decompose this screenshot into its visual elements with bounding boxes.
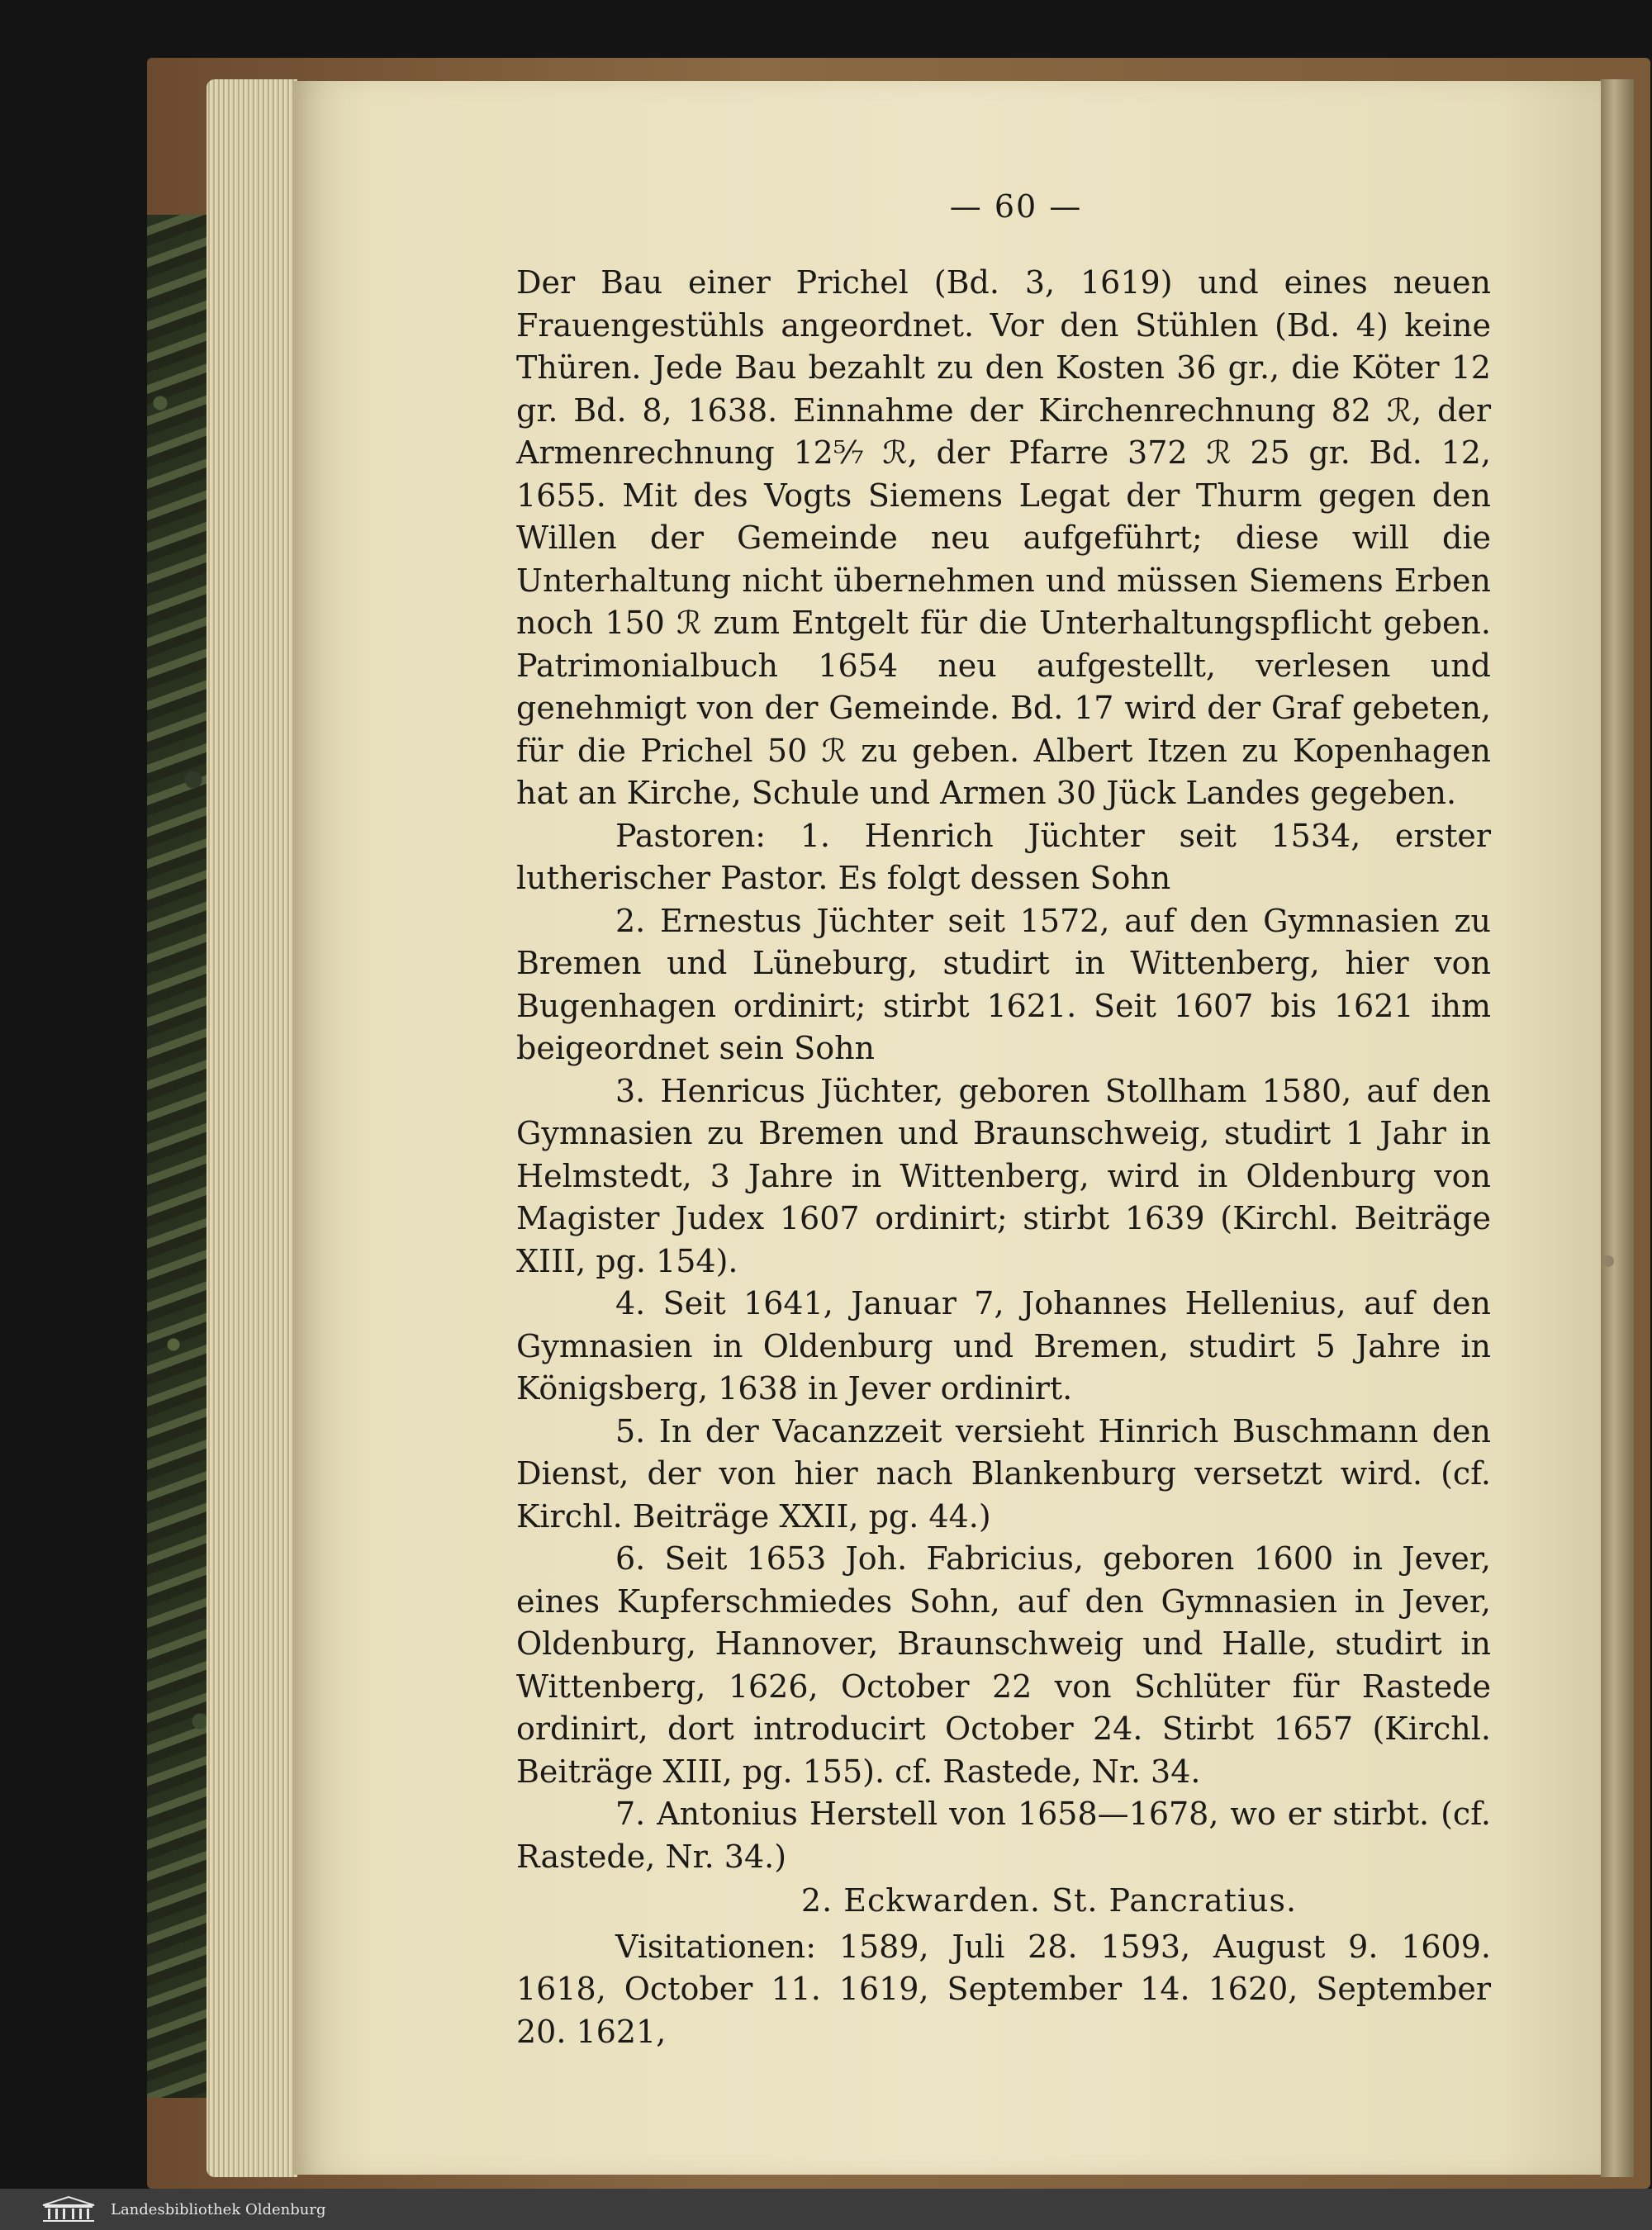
paragraph-visitations: Visitationen: 1589, Juli 28. 1593, August 9. 1609. 1618, October 11. 1619, September 14. 1620, September 20. 1621, <box>516 1928 1491 2050</box>
footer-bar <box>0 2189 1652 2230</box>
paragraph-intro: Der Bau einer Prichel (Bd. 3, 1619) und eines neuen Frauengestühls angeordnet. Vor den Stühlen (Bd. 4) keine Thüren. Jede Bau bezahlt zu den Kosten 36 gr., die Köter 12 gr. Bd. 8, 1638. Einnahme der Kirchenrechnung 82 ℛ︁, der Armenrechnung 12⁵⁄₇ ℛ︁, der Pfarre 372 ℛ︁ 25 gr. Bd. 12, 1655. Mit des Vogts Siemens Legat der Thurm gegen den Willen der Gemeinde neu aufgeführt; diese will die Unterhaltung nicht übernehmen und müssen Siemens Erben noch 150 ℛ︁ zum Entgelt für die Unterhaltungspflicht geben. Patrimonialbuch 1654 neu aufgestellt, verlesen und genehmigt von der Gemeinde. Bd. 17 wird der Graf gebeten, für die Prichel 50 ℛ︁ zu geben. Albert Itzen zu Kopenhagen hat an Kirche, Schule und Armen 30 Jück Landes gegeben. <box>516 264 1491 811</box>
paragraph-pastor-7: 7. Antonius Herstell von 1658—1678, wo er stirbt. (cf. Rastede, Nr. 34.) <box>516 1796 1491 1875</box>
page-number: — 60 — <box>949 188 1083 225</box>
marbled-cover-edge <box>147 215 213 2098</box>
paragraph-pastors: Pastoren: 1. Henrich Jüchter seit 1534, erster lutherischer Pastor. Es folgt dessen Sohn <box>516 817 1491 896</box>
paragraph-pastor-4: 4. Seit 1641, Januar 7, Johannes Hellenius, auf den Gymnasien in Oldenburg und Bremen, studirt 5 Jahre in Königsberg, 1638 in Jever ordinirt. <box>516 1285 1491 1407</box>
paragraph-pastor-3: 3. Henricus Jüchter, geboren Stollham 1580, auf den Gymnasien zu Bremen und Braunschweig, studirt 1 Jahr in Helmstedt, 3 Jahre in Wittenberg, wird in Oldenburg von Magister Judex 1607 ordinirt; stirbt 1639 (Kirchl. Beiträge XIII, pg. 154). <box>516 1072 1491 1279</box>
paper-spot <box>1602 1255 1614 1267</box>
paragraph-pastor-2: 2. Ernestus Jüchter seit 1572, auf den Gymnasien zu Bremen und Lüneburg, studirt in Wittenberg, hier von Bugenhagen ordinirt; stirbt 1621. Seit 1607 bis 1621 ihm beigeordnet sein Sohn <box>516 902 1491 1066</box>
library-name[interactable]: Landesbibliothek Oldenburg <box>111 2200 326 2218</box>
page-text <box>516 183 1491 2053</box>
paragraph-pastor-5: 5. In der Vacanzzeit versieht Hinrich Buschmann den Dienst, der von hier nach Blankenburg versetzt wird. (cf. Kirchl. Beiträge XXII, pg. 44.) <box>516 1412 1491 1535</box>
paragraph-pastor-6: 6. Seit 1653 Joh. Fabricius, geboren 1600 in Jever, eines Kupferschmiedes Sohn, auf den Gymnasien in Jever, Oldenburg, Hannover, Braunschweig und Halle, studirt in Wittenberg, 1626, October 22 von Schlüter für Rastede ordinirt, dort introducirt October 24. Stirbt 1657 (Kirchl. Beiträge XIII, pg. 155). cf. Rastede, Nr. 34. <box>516 1540 1491 1790</box>
section-heading: 2. Eckwarden. St. Pancratius. <box>800 1882 1298 1919</box>
page-right-edge <box>1601 79 1634 2177</box>
stacked-page-edges <box>206 79 297 2177</box>
library-building-icon <box>40 2195 97 2223</box>
